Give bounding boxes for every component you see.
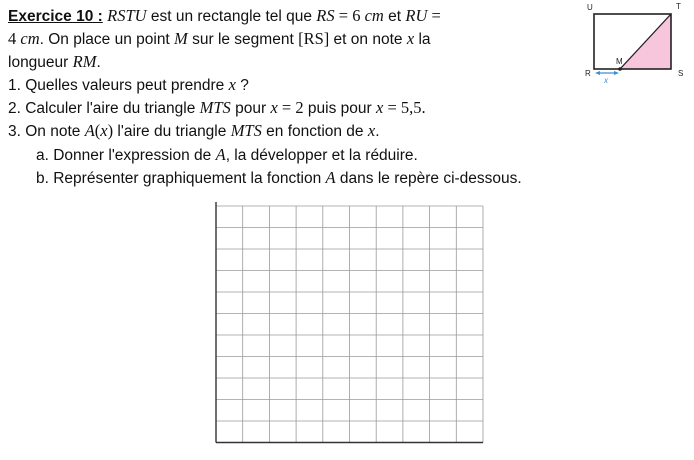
label-x: x bbox=[604, 76, 608, 85]
intro-line-2: 4 cm. On place un point M sur le segment [RS] et on note x la bbox=[8, 29, 431, 48]
label-m: M bbox=[616, 57, 623, 66]
exercise-title: Exercice 10 : bbox=[8, 8, 103, 25]
question-3: 3. On note A(x) l'aire du triangle MTS en fonction de x. bbox=[8, 121, 380, 140]
label-s: S bbox=[678, 69, 684, 78]
rectangle-figure bbox=[582, 0, 694, 92]
length-arrow bbox=[595, 71, 619, 75]
coordinate-grid[interactable] bbox=[198, 198, 498, 456]
question-3a: a. Donner l'expression de A, la développer et la réduire. bbox=[36, 145, 418, 164]
intro-line-1: Exercice 10 : RSTU est un rectangle tel que RS = 6 cm et RU = bbox=[8, 6, 441, 25]
question-1: 1. Quelles valeurs peut prendre x ? bbox=[8, 75, 249, 94]
label-r: R bbox=[585, 69, 591, 78]
point-m bbox=[618, 67, 622, 71]
label-t: T bbox=[676, 2, 681, 11]
question-3b: b. Représenter graphiquement la fonction A dans le repère ci-dessous. bbox=[36, 168, 522, 187]
label-u: U bbox=[587, 3, 593, 12]
question-2: 2. Calculer l'aire du triangle MTS pour x = 2 puis pour x = 5,5. bbox=[8, 98, 426, 117]
intro-line-3: longueur RM. bbox=[8, 52, 101, 71]
